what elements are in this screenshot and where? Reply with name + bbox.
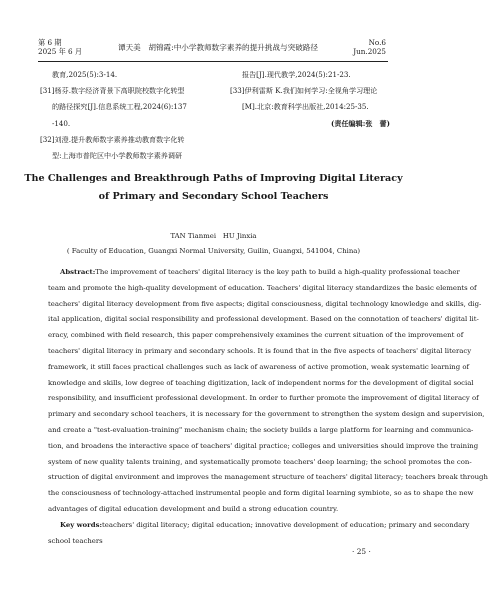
abstract-line: [48, 265, 460, 281]
keywords-line: [48, 518, 470, 534]
abstract-text: and create a "test-evaluation-training" mechanism chain; the society builds a large platform for learning and communica-: [48, 425, 474, 434]
abstract-line: [48, 455, 472, 471]
abstract: [48, 265, 488, 518]
abstract-line: [48, 297, 482, 313]
abstract-text: system of new quality talents training, and systematically promote teachers' deep learning; the school promotes the con-: [48, 457, 472, 466]
abstract-line: [48, 423, 474, 439]
issue-number-cn: 第 6 期: [38, 38, 62, 47]
abstract-line: [48, 407, 485, 423]
header-issue-right: [353, 38, 386, 56]
keywords: [48, 518, 470, 550]
abstract-text: tion, and broadens the interactive space of teachers' digital practice; colleges and universities should improve the training: [48, 441, 479, 450]
running-title: 谭天美 胡锦霞:中小学教师数字素养的提升挑战与突破路径: [118, 43, 318, 52]
reference-line: 的路径探究[J].信息系统工程,2024(6):137: [52, 102, 187, 112]
reference-line: 型:上海市普陀区中小学教师数字素养调研: [52, 151, 183, 161]
reference-line: [32]刘澄.提升教师数字素养推动教育数字化转: [40, 134, 185, 144]
abstract-text: knowledge and skills, low degree of teaching digitization, lack of independent norms for the development of digital social: [48, 378, 474, 387]
responsible-editor: (责任编辑:张 蕾): [331, 118, 390, 128]
authors: TAN Tianmei HU Jinxia: [170, 232, 257, 240]
title-line: of Primary and Secondary School Teachers: [98, 191, 329, 202]
abstract-line: [48, 391, 479, 407]
reference-line: 报告[J].现代教学,2024(5):21-23.: [242, 70, 351, 79]
page-number: · 25 ·: [352, 547, 371, 556]
issue-date-en: Jun.2025: [353, 47, 386, 56]
header-divider: [38, 61, 388, 62]
reference-line: [31]杨芬.数字经济背景下高职院校数字化转型: [40, 86, 185, 96]
reference-line: -140.: [52, 118, 71, 128]
keywords-text: teachers' digital literacy; digital education; innovative development of education; primary and secondary: [102, 521, 470, 529]
header-issue-left: [38, 38, 82, 56]
abstract-text: responsibility, and insufficient professional development. In order to further promote the improvement of digital literacy of: [48, 394, 479, 403]
affiliation: ( Faculty of Education, Guangxi Normal University, Guilin, Guangxi, 541004, China): [66, 247, 361, 255]
english-title: [20, 170, 407, 206]
title-line: The Challenges and Breakthrough Paths of Improving Digital Literacy: [24, 173, 403, 184]
abstract-line: [48, 344, 472, 360]
abstract-text: the consciousness of technology-attached instrumental people and form digital learning symbiote, so as to shape the new: [48, 489, 474, 498]
abstract-line: [48, 312, 479, 328]
abstract-line: [48, 502, 378, 518]
abstract-text: eracy, combined with field research, this paper comprehensively examines the current situation of the improvement of: [48, 331, 464, 340]
issue-date-cn: 2025 年 6 月: [38, 47, 83, 56]
abstract-text: The improvement of teachers' digital literacy is the key path to build a high-quality professional teacher: [95, 268, 460, 276]
abstract-text: framework, it still faces practical challenges such as lack of awareness of active promotion, weak systematic learning of: [48, 362, 470, 371]
abstract-line: [48, 439, 479, 455]
reference-line: 教育,2025(5):3-14.: [52, 70, 118, 79]
abstract-text: struction of digital environment and improves the management structure of teachers' digital literacy; teachers break through: [48, 473, 488, 482]
issue-number-en: No.6: [368, 38, 386, 47]
abstract-text: ital application, digital social responsibility and professional development. Based on the connotation of teachers' digital lit-: [48, 315, 479, 324]
abstract-text: advantages of digital education development and build a strong education country.: [48, 504, 339, 513]
abstract-text: team and promote the high-quality development of education. Teachers' digital literacy standardizes the basic elements of: [48, 283, 477, 292]
abstract-line: [48, 470, 488, 486]
keywords-line: [48, 534, 378, 550]
abstract-line: [48, 486, 474, 502]
abstract-line: [48, 281, 477, 297]
abstract-text: teachers' digital literacy in primary and secondary schools. It is found that in the five aspects of teachers' digital literacy: [48, 346, 472, 355]
running-header: [38, 38, 386, 60]
abstract-line: [48, 376, 474, 392]
keywords-label: Key words:: [60, 521, 103, 529]
reference-line: [33]伊利雷斯 K.我们如何学习:全视角学习理论: [230, 86, 378, 96]
reference-line: [M].北京:教育科学出版社,2014:25-35.: [242, 102, 369, 112]
abstract-text: primary and secondary school teachers, it is necessary for the government to strengthen the system design and supervision,: [48, 410, 485, 419]
abstract-text: teachers' digital literacy development from five aspects; digital consciousness, digital technology knowledge and skills, dig-: [48, 299, 482, 308]
abstract-line: [48, 360, 470, 376]
references-right-column: [230, 67, 390, 132]
abstract-label: Abstract:: [60, 268, 96, 276]
abstract-line: [48, 328, 464, 344]
references-left-column: [40, 67, 220, 164]
keywords-text: school teachers: [48, 536, 103, 545]
